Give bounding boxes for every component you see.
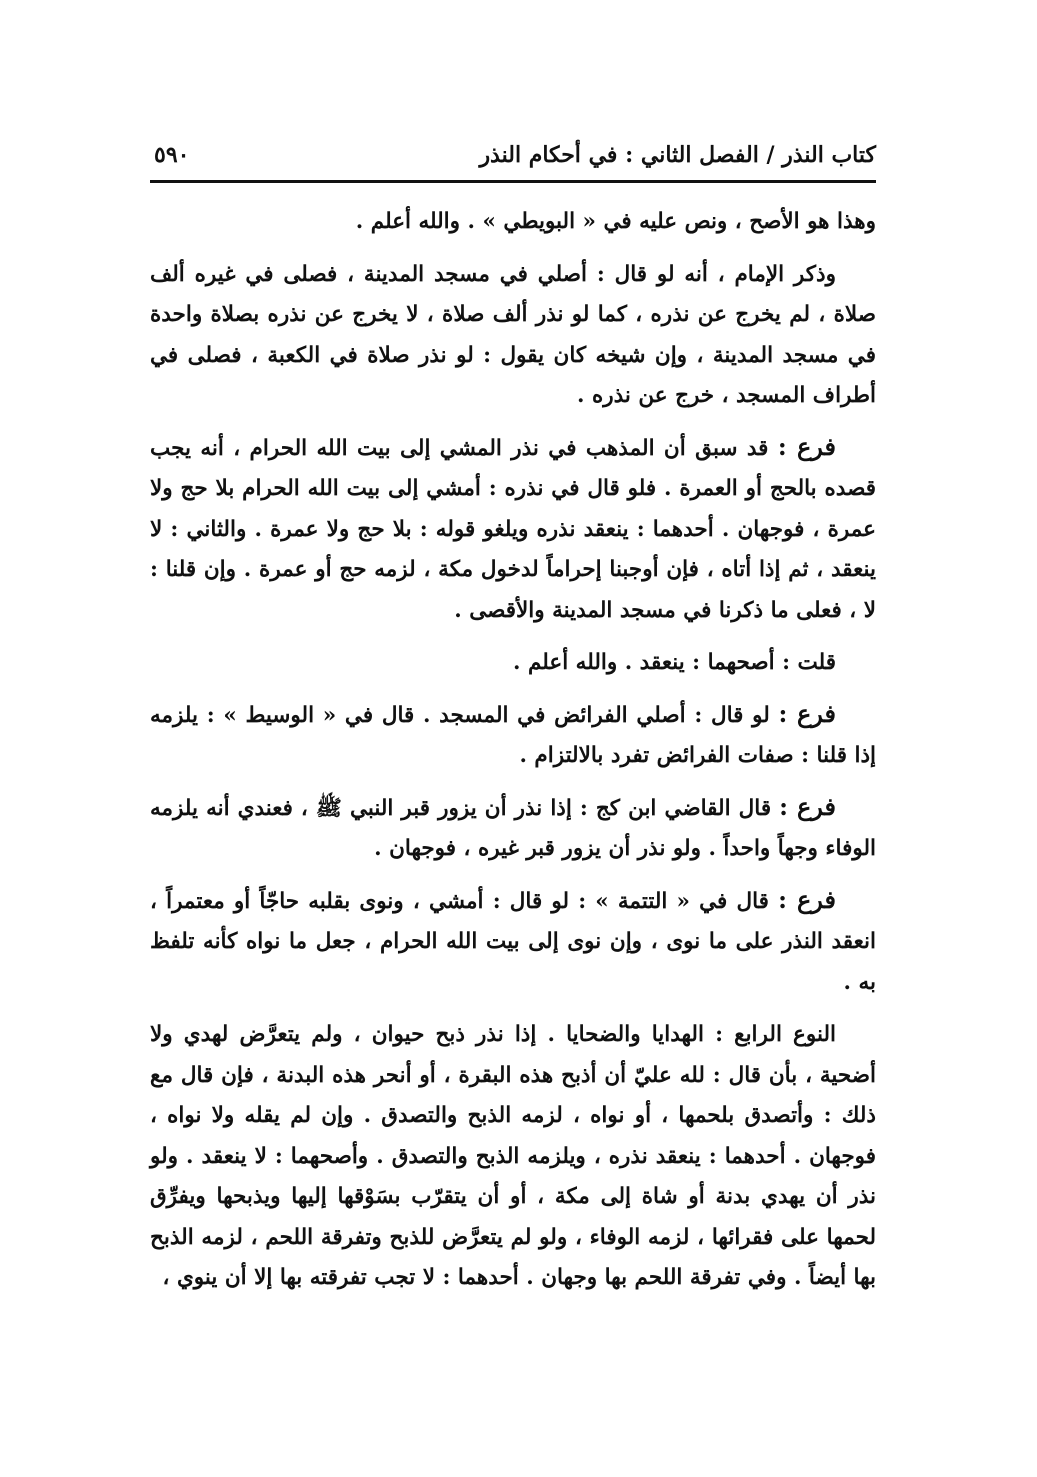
paragraph: [150, 253, 876, 417]
paragraph-label: فرع :: [778, 884, 836, 914]
paragraph-label: فرع :: [777, 431, 836, 461]
paragraph-text: وهذا هو الأصح ، ونص عليه في « البويطي » . والله أعلم .: [355, 209, 876, 234]
running-title: كتاب النذر / الفصل الثاني : في أحكام النذر: [479, 142, 876, 168]
paragraph-text: وذكر الإمام ، أنه لو قال : أصلي في مسجد المدينة ، فصلى في غيره ألف صلاة ، لم يخرج عن نذره ، كما لو نذر ألف صلاة ، لا يخرج عن نذره بصلاة واحدة في مسجد المدينة ، وإن شيخه كان يقول : لو نذر صلاة في الكعبة ، فصلى في أطراف المسجد ، خرج عن نذره .: [150, 261, 876, 408]
page-number: ٥٩٠: [154, 142, 190, 168]
paragraph-text: النوع الرابع : الهدايا والضحايا . إذا نذر ذبح حيوان ، ولم يتعرَّض لهدي ولا أضحية ، بأن قال : لله عليّ أن أذبح هذه البقرة ، أو أنحر هذه البدنة ، فإن قال مع ذلك : وأتصدق بلحمها ، أو نواه ، لزمه الذبح والتصدق . وإن لم يقله ولا نواه ، فوجهان . أحدهما : ينعقد نذره ، ويلزمه الذبح والتصدق . وأصحهما : لا ينعقد . ولو نذر أن يهدي بدنة أو شاة إلى مكة ، أو أن يتقرّب بسَوْقها إليها ويذبحها ويفرِّق لحمها على فقرائها ، لزمه الوفاء ، ولو لم يتعرَّض للذبح وتفرقة اللحم ، لزمه الذبح بها أيضاً . وفي تفرقة اللحم بها وجهان . أحدهما : لا تجب تفرقته بها إلا أن ينوي ،: [150, 1022, 876, 1290]
paragraph-text: لو قال : أصلي الفرائض في المسجد . قال في « الوسيط » : يلزمه إذا قلنا : صفات الفرائض تفرد بالالتزام .: [150, 702, 876, 768]
paragraph: [150, 200, 876, 243]
paragraph-text: قلت : أصحهما : ينعقد . والله أعلم .: [512, 650, 836, 675]
header-rule: [150, 180, 876, 183]
paragraph: [150, 694, 876, 777]
paragraph: [150, 880, 876, 1004]
paragraph-label: فرع :: [779, 791, 836, 821]
paragraph: [150, 1013, 876, 1299]
page-header: [150, 138, 876, 180]
body-text: [150, 200, 876, 1309]
paragraph-text: قال القاضي ابن كج : إذا نذر أن يزور قبر النبي ﷺ ، فعندي أنه يلزمه الوفاء وجهاً واحداً . ولو نذر أن يزور قبر غيره ، فوجهان .: [150, 795, 876, 861]
paragraph: [150, 427, 876, 632]
paragraph-label: فرع :: [778, 698, 836, 728]
paragraph: [150, 641, 876, 684]
paragraph: [150, 787, 876, 870]
paragraph-text: قد سبق أن المذهب في نذر المشي إلى بيت الله الحرام ، أنه يجب قصده بالحج أو العمرة . فلو قال في نذره : أمشي إلى بيت الله الحرام بلا حج ولا عمرة ، فوجهان . أحدهما : ينعقد نذره ويلغو قوله : بلا حج ولا عمرة . والثاني : لا ينعقد ، ثم إذا أتاه ، فإن أوجبنا إحراماً لدخول مكة ، لزمه حج أو عمرة . وإن قلنا : لا ، فعلى ما ذكرنا في مسجد المدينة والأقصى .: [150, 435, 876, 623]
paragraph-text: قال في « التتمة » : لو قال : أمشي ، ونوى بقلبه حاجّاً أو معتمراً ، انعقد النذر على ما نوى ، وإن نوى إلى بيت الله الحرام ، جعل ما نواه كأنه تلفظ به .: [150, 888, 876, 995]
